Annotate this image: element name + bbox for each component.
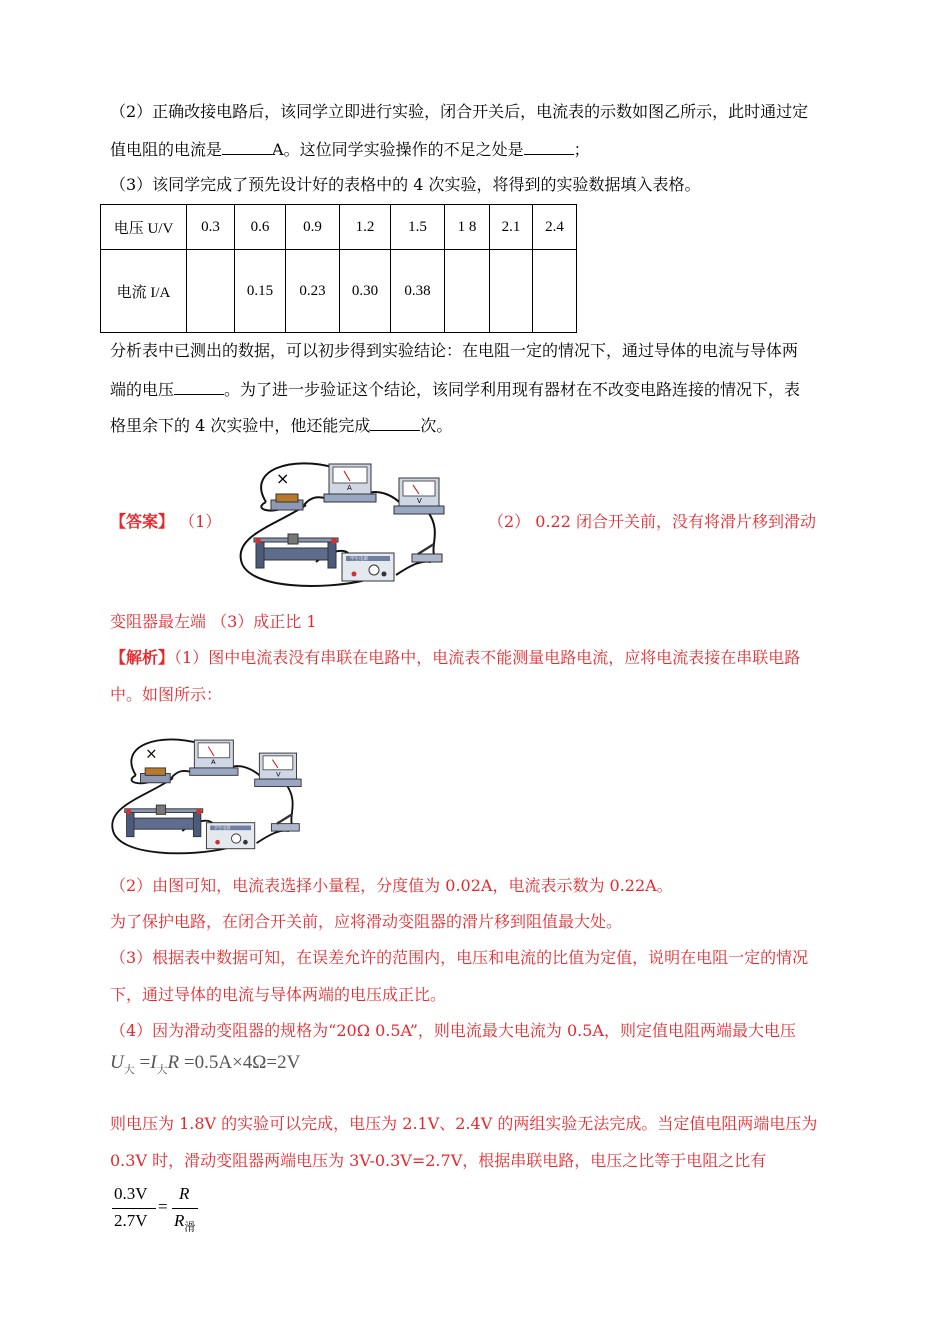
switch-base bbox=[412, 554, 442, 562]
table-cell: 0.30 bbox=[340, 250, 391, 333]
ammeter-label: A bbox=[347, 484, 352, 492]
rheostat-coil bbox=[131, 818, 196, 829]
frac-symbol-r: R bbox=[179, 1184, 190, 1203]
analysis-text-b: 。为了进一步验证这个结论，该同学利用现有器材在不改变电路连接的情况下，表 bbox=[224, 380, 801, 399]
rheostat-coil bbox=[261, 548, 331, 560]
fraction-left-numerator: 0.3V bbox=[114, 1184, 148, 1203]
table-cell: 1.5 bbox=[391, 205, 445, 250]
analysis-text-a: 端的电压 bbox=[110, 380, 175, 399]
power-knob bbox=[232, 834, 241, 843]
table-cell: 0.15 bbox=[235, 250, 286, 333]
eq-sub-da-2: 大 bbox=[156, 1063, 168, 1076]
q2-text-c: ； bbox=[573, 140, 590, 159]
table-cell: 0.23 bbox=[286, 250, 340, 333]
terminal bbox=[196, 809, 202, 815]
cross-mark: × bbox=[276, 469, 290, 488]
blank-current[interactable] bbox=[222, 139, 272, 155]
ammeter-base bbox=[324, 494, 376, 502]
table-row-current bbox=[101, 250, 577, 333]
ammeter-base bbox=[190, 768, 238, 775]
explain-line6: 下，通过导体的电流与导体两端的电压成正比。 bbox=[110, 985, 447, 1004]
voltmeter-label: V bbox=[417, 497, 422, 505]
rheostat-slider bbox=[288, 534, 298, 544]
terminal bbox=[255, 538, 261, 544]
explain-line8: 则电压为 1.8V 的实验可以完成，电压为 2.1V、2.4V 的两组实验无法完成。当定值电阻两端电压为 bbox=[110, 1114, 818, 1133]
eq-symbol-i: I bbox=[150, 1052, 157, 1073]
eq-equals: = bbox=[139, 1052, 151, 1073]
answer-part2: （2） 0.22 闭合开关前，没有将滑片移到滑动 bbox=[488, 512, 816, 531]
q2-line2 bbox=[110, 139, 590, 160]
circuit-diagram-answer bbox=[236, 450, 446, 592]
eq-sub-da: 大 bbox=[123, 1063, 135, 1076]
answer-line2: 变阻器最左端 （3）成正比 1 bbox=[110, 612, 317, 631]
table-cell: 0.38 bbox=[391, 250, 445, 333]
power-supply-label: 学生电源 bbox=[350, 557, 368, 562]
explain-line2: 中。如图所示： bbox=[110, 685, 223, 704]
table-cell: 0.3 bbox=[187, 205, 235, 250]
answer-label: 【答案】 bbox=[110, 512, 175, 531]
frac-symbol-r-hua: R bbox=[174, 1211, 185, 1230]
table-cell[interactable] bbox=[533, 250, 577, 333]
equation-max-voltage bbox=[110, 1052, 300, 1077]
fraction-right-denominator bbox=[174, 1211, 195, 1234]
blank-relation[interactable] bbox=[174, 379, 224, 395]
power-knob bbox=[369, 565, 379, 575]
blank-mistake[interactable] bbox=[524, 139, 574, 155]
cross-mark: × bbox=[145, 744, 158, 763]
analysis-text-d: 次。 bbox=[420, 416, 453, 435]
table-cell[interactable] bbox=[490, 250, 533, 333]
terminal bbox=[331, 538, 337, 544]
ammeter-label: A bbox=[211, 758, 216, 767]
table-row-voltage bbox=[101, 205, 577, 250]
eq-symbol-r: R bbox=[167, 1052, 180, 1073]
explain-line3: （2）由图可知，电流表选择小量程，分度值为 0.02A，电流表示数为 0.22A。 bbox=[110, 876, 673, 895]
blank-count[interactable] bbox=[370, 415, 420, 431]
q2-line1: （2）正确改接电路后，该同学立即进行实验，闭合开关后，电流表的示数如图乙所示，此时通过定 bbox=[110, 102, 809, 121]
eq-rest: =0.5A×4Ω=2V bbox=[183, 1052, 301, 1073]
table-cell: 0.6 bbox=[235, 205, 286, 250]
analysis-text-c: 格里余下的 4 次实验中，他还能完成 bbox=[110, 416, 371, 435]
rheostat-end-left bbox=[256, 540, 264, 568]
analysis-line1: 分析表中已测出的数据，可以初步得到实验结论：在电阻一定的情况下，通过导体的电流与导体两 bbox=[110, 341, 799, 360]
switch-base bbox=[271, 824, 299, 831]
switch-lever bbox=[418, 544, 434, 554]
explain-line1 bbox=[110, 648, 800, 668]
analysis-line2 bbox=[110, 379, 800, 400]
table-cell: 1 8 bbox=[445, 205, 490, 250]
data-table bbox=[100, 204, 577, 333]
terminal bbox=[243, 840, 248, 845]
terminal bbox=[126, 809, 132, 815]
explain-line7: （4）因为滑动变阻器的规格为“20Ω 0.5A”，则电流最大电流为 0.5A，则定值电阻两端最大电压 bbox=[110, 1021, 796, 1040]
resistor bbox=[276, 494, 298, 502]
switch-lever bbox=[277, 814, 292, 823]
rheostat-end-left bbox=[127, 811, 134, 837]
table-cell: 0.9 bbox=[286, 205, 340, 250]
q3-intro: （3）该同学完成了预先设计好的表格中的 4 次实验，将得到的实验数据填入表格。 bbox=[110, 175, 701, 194]
table-label-voltage: 电压 U/V bbox=[101, 205, 187, 250]
voltmeter-label: V bbox=[276, 770, 281, 779]
answer-line1 bbox=[110, 512, 221, 532]
frac-sub-hua: 滑 bbox=[184, 1221, 196, 1234]
table-cell: 1.2 bbox=[340, 205, 391, 250]
answer-part1: （1） bbox=[179, 512, 222, 531]
rheostat-end-right bbox=[328, 540, 336, 568]
circuit-diagram-explain bbox=[108, 727, 303, 859]
fraction-left-denominator: 2.7V bbox=[114, 1211, 148, 1230]
explain-line5: （3）根据表中数据可知，在误差允许的范围内，电压和电流的比值为定值，说明在电阻一定的情况 bbox=[110, 948, 809, 967]
table-label-current: 电流 I/A bbox=[101, 250, 187, 333]
power-supply-label: 学生电源 bbox=[213, 825, 231, 831]
terminal bbox=[352, 572, 357, 577]
rheostat-end-right bbox=[193, 811, 200, 837]
explain-label: 【解析】 bbox=[110, 648, 175, 667]
q2-text-b: A。这位同学实验操作的不足之处是 bbox=[272, 140, 524, 159]
eq-symbol-u: U bbox=[110, 1052, 124, 1073]
table-cell[interactable] bbox=[445, 250, 490, 333]
fraction-right-numerator bbox=[179, 1184, 189, 1204]
table-cell: 2.4 bbox=[533, 205, 577, 250]
q2-text-a: 值电阻的电流是 bbox=[110, 140, 223, 159]
fraction-right-bar bbox=[172, 1208, 198, 1209]
table-cell[interactable] bbox=[187, 250, 235, 333]
terminal bbox=[215, 840, 220, 845]
explain-line9: 0.3V 时，滑动变阻器两端电压为 3V-0.3V=2.7V，根据串联电路，电压之比等于电阻之比有 bbox=[110, 1151, 767, 1170]
analysis-line3 bbox=[110, 415, 452, 436]
rheostat-slider bbox=[156, 805, 165, 814]
voltmeter-base bbox=[394, 506, 444, 514]
table-cell: 2.1 bbox=[490, 205, 533, 250]
fraction-equals: = bbox=[158, 1197, 168, 1216]
explain-text: （1）图中电流表没有串联在电路中，电流表不能测量电路电流，应将电流表接在串联电路 bbox=[174, 648, 801, 667]
explain-line4: 为了保护电路，在闭合开关前，应将滑动变阻器的滑片移到阻值最大处。 bbox=[110, 912, 623, 931]
fraction-left-bar bbox=[112, 1208, 156, 1209]
voltmeter-base bbox=[255, 779, 301, 786]
resistor bbox=[145, 768, 165, 775]
terminal bbox=[382, 572, 387, 577]
